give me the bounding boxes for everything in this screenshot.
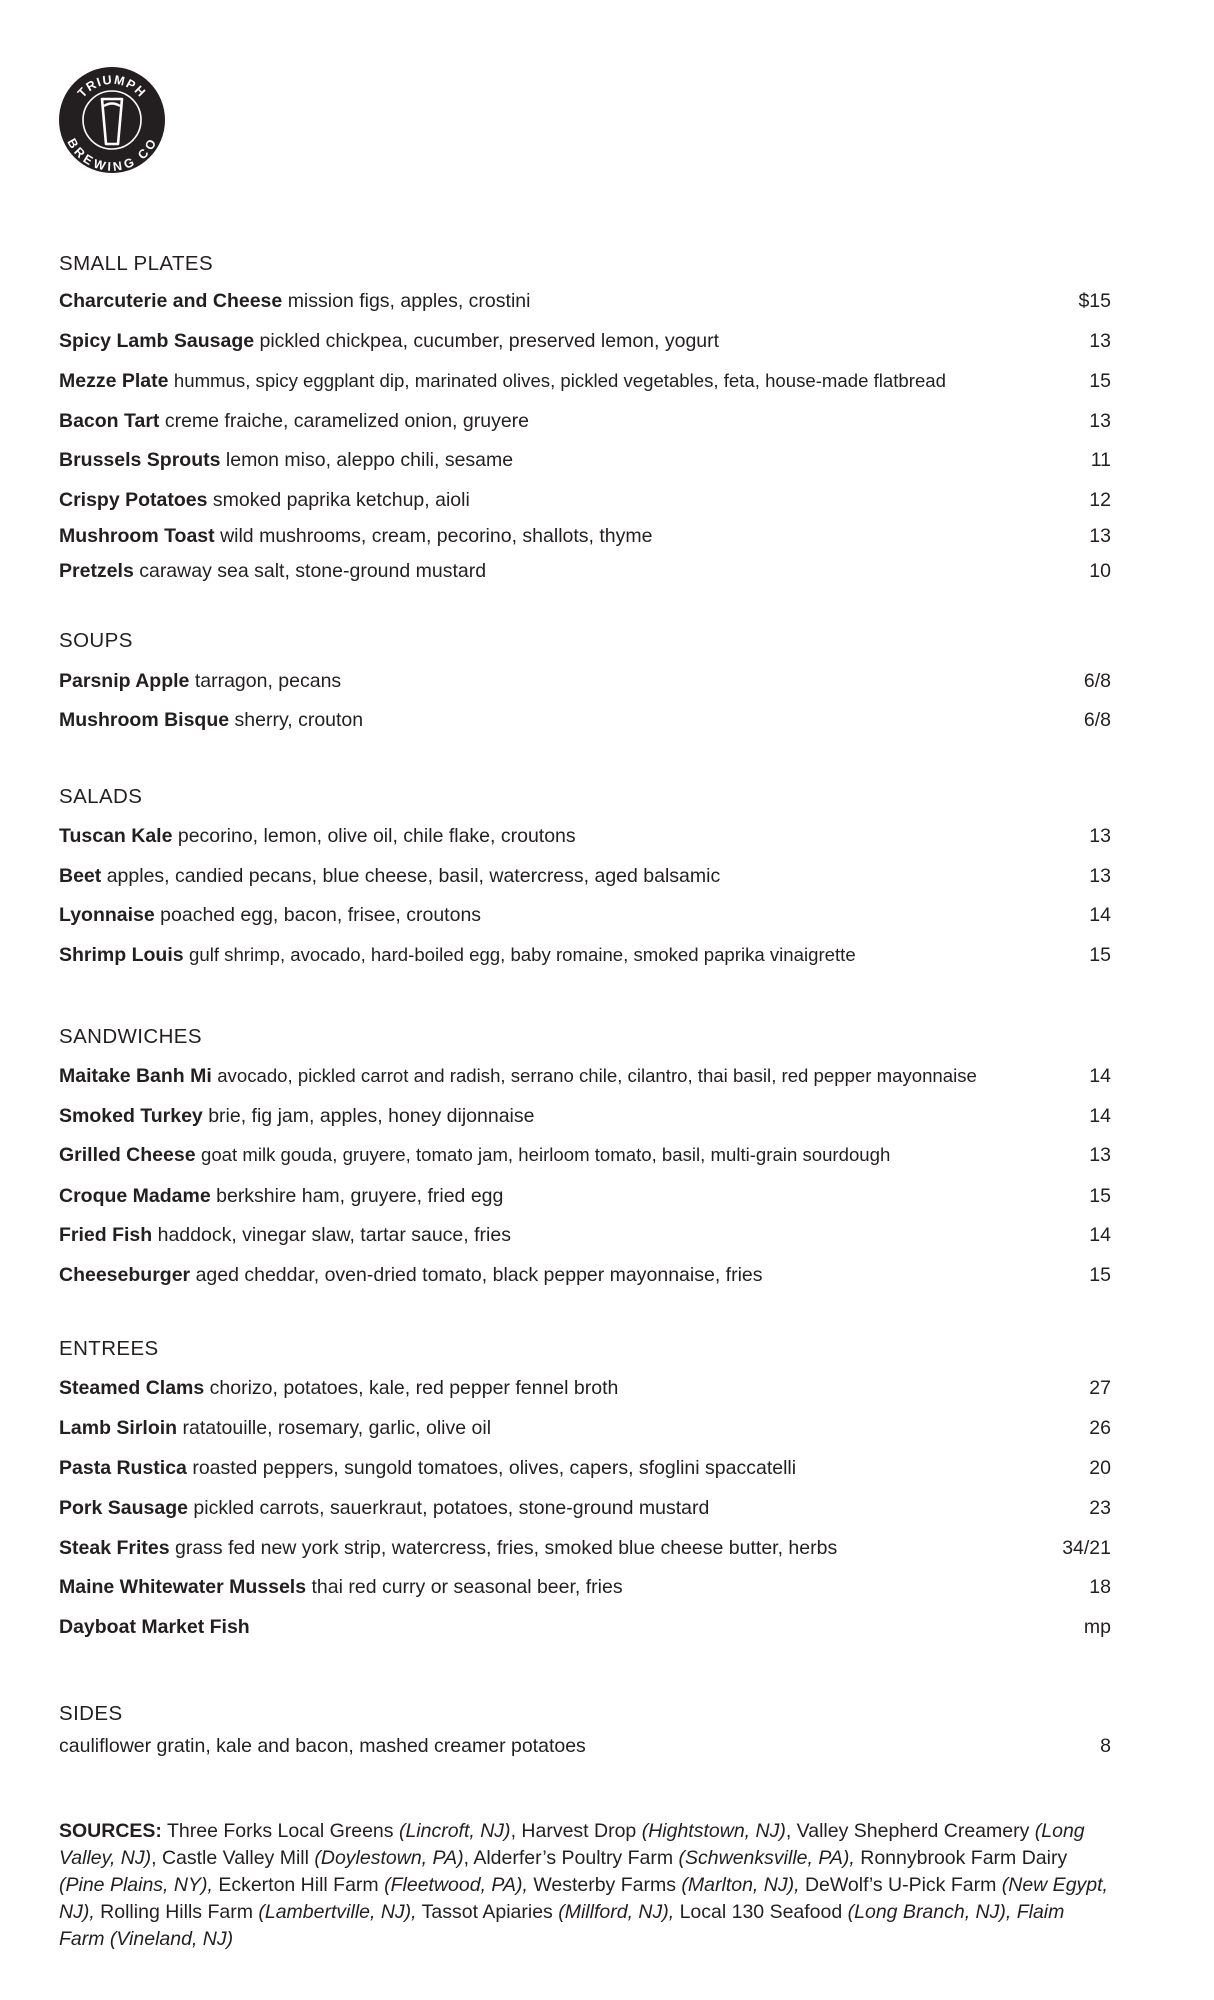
item-price: 23 (1089, 1497, 1111, 1519)
item-desc: mission figs, apples, crostini (287, 290, 531, 312)
item-price: 13 (1089, 525, 1111, 547)
item-desc: lemon miso, aleppo chili, sesame (225, 449, 514, 471)
item-name: Beet (59, 865, 102, 887)
item-desc: haddock, vinegar slaw, tartar sauce, fries (157, 1224, 511, 1246)
menu-item (59, 1574, 1111, 1600)
source-farm: Valley Shepherd Creamery (796, 1820, 1030, 1842)
item-name: Lamb Sirloin (59, 1417, 178, 1439)
menu-item (59, 408, 1111, 434)
item-price: mp (1083, 1616, 1111, 1638)
item-name: Grilled Cheese (59, 1144, 196, 1166)
source-place: (Millford, NJ), (558, 1901, 675, 1923)
item-desc: creme fraiche, caramelized onion, gruyere (164, 410, 529, 432)
item-desc: wild mushrooms, cream, pecorino, shallots, thyme (220, 525, 653, 547)
item-name: Steamed Clams (59, 1377, 205, 1399)
item-desc: tarragon, pecans (194, 670, 342, 692)
item-desc: apples, candied pecans, blue cheese, basil, watercress, aged balsamic (106, 865, 721, 887)
menu-item (59, 1415, 1111, 1441)
source-sep: , (510, 1820, 516, 1842)
item-desc: grass fed new york strip, watercress, fries, smoked blue cheese butter, herbs (174, 1537, 838, 1559)
item-price: 14 (1089, 904, 1111, 926)
item-desc: ratatouille, rosemary, garlic, olive oil (182, 1417, 492, 1439)
item-price: 13 (1089, 825, 1111, 847)
item-name: Shrimp Louis (59, 944, 184, 966)
source-farm: Castle Valley Mill (161, 1847, 309, 1869)
source-sep: , (463, 1847, 469, 1869)
menu-item (59, 1142, 1111, 1168)
menu-item (59, 1535, 1111, 1561)
source-farm: Westerby Farms (533, 1874, 676, 1896)
section-title-sides: SIDES (59, 1702, 123, 1725)
section-title-salads: SALADS (59, 785, 143, 808)
source-place: (Lambertville, NJ), (258, 1901, 417, 1923)
item-price: 11 (1090, 449, 1111, 471)
item-name: Steak Frites (59, 1537, 170, 1559)
item-name: Mezze Plate (59, 370, 169, 392)
item-desc: pickled chickpea, cucumber, preserved lemon, yogurt (259, 330, 720, 352)
item-name: Croque Madame (59, 1185, 211, 1207)
item-price: 13 (1089, 410, 1111, 432)
item-desc: aged cheddar, oven-dried tomato, black pepper mayonnaise, fries (195, 1264, 763, 1286)
menu-item (59, 668, 1111, 694)
source-place: (Long Branch, NJ), Flaim Farm (Vineland, NJ) (59, 1901, 1065, 1950)
item-desc: chorizo, potatoes, kale, red pepper fennel broth (209, 1377, 619, 1399)
item-price: 14 (1089, 1224, 1111, 1246)
section-title-soups: SOUPS (59, 629, 133, 652)
logo-text-top: TRIUMPH (75, 72, 149, 101)
item-name: Parsnip Apple (59, 670, 190, 692)
section-title-sandwiches: SANDWICHES (59, 1025, 202, 1048)
item-price: 15 (1089, 370, 1111, 392)
menu-item (59, 1063, 1111, 1089)
menu-item (59, 1183, 1111, 1209)
item-price: 10 (1089, 560, 1111, 582)
source-farm: Ronnybrook Farm Dairy (860, 1847, 1068, 1869)
source-place: (New Egypt, NJ), (59, 1874, 1108, 1923)
item-name: Crispy Potatoes (59, 489, 208, 511)
item-price: 20 (1089, 1457, 1111, 1479)
menu-item (59, 942, 1111, 968)
source-farm: Three Forks Local Greens (167, 1820, 394, 1842)
source-farm: Tassot Apiaries (421, 1901, 553, 1923)
item-desc: sherry, crouton (234, 709, 364, 731)
menu-item (59, 328, 1111, 354)
item-desc: berkshire ham, gruyere, fried egg (216, 1185, 504, 1207)
item-name: Maine Whitewater Mussels (59, 1576, 307, 1598)
menu-item (59, 1262, 1111, 1288)
item-price: $15 (1078, 290, 1111, 312)
item-desc: thai red curry or seasonal beer, fries (311, 1576, 623, 1598)
sources-paragraph (59, 1818, 1109, 1953)
source-place: (Schwenksville, PA), (678, 1847, 855, 1869)
logo-text-bottom: BREWING CO (64, 136, 160, 174)
item-name: Dayboat Market Fish (59, 1616, 250, 1638)
item-desc: avocado, pickled carrot and radish, serrano chile, cilantro, thai basil, red pepper mayonnaise (217, 1065, 977, 1086)
menu-item (59, 902, 1111, 928)
item-price: 27 (1089, 1377, 1111, 1399)
menu-item (59, 1733, 1111, 1759)
source-farm: Alderfer’s Poultry Farm (473, 1847, 674, 1869)
item-name: Tuscan Kale (59, 825, 173, 847)
item-price: 6/8 (1083, 670, 1111, 692)
source-sep: , (151, 1847, 157, 1869)
item-desc: cauliflower gratin, kale and bacon, mashed creamer potatoes (59, 1735, 586, 1757)
item-price: 15 (1089, 1264, 1111, 1286)
item-price: 26 (1089, 1417, 1111, 1439)
item-name: Lyonnaise (59, 904, 155, 926)
source-farm: DeWolf’s U-Pick Farm (804, 1874, 997, 1896)
source-place: (Long Valley, NJ) (59, 1820, 1085, 1869)
source-place: (Fleetwood, PA), (384, 1874, 528, 1896)
item-price: 14 (1089, 1105, 1111, 1127)
source-sep: , (785, 1820, 792, 1842)
menu-item (59, 707, 1111, 733)
source-place: (Doylestown, PA) (314, 1847, 464, 1869)
item-name: Spicy Lamb Sausage (59, 330, 255, 352)
item-name: Fried Fish (59, 1224, 153, 1246)
item-name: Pretzels (59, 560, 134, 582)
item-price: 13 (1089, 330, 1111, 352)
source-place: (Lincroft, NJ) (398, 1820, 511, 1842)
source-place: (Pine Plains, NY), (59, 1874, 213, 1896)
source-farm: Rolling Hills Farm (100, 1901, 253, 1923)
item-price: 18 (1089, 1576, 1111, 1598)
item-name: Maitake Banh Mi (59, 1065, 212, 1087)
item-name: Brussels Sprouts (59, 449, 221, 471)
item-price: 12 (1089, 489, 1111, 511)
item-desc: gulf shrimp, avocado, hard-boiled egg, baby romaine, smoked paprika vinaigrette (189, 944, 856, 965)
menu-item (59, 558, 1111, 584)
section-title-entrees: ENTREES (59, 1337, 159, 1360)
menu-item (59, 523, 1111, 549)
menu-item (59, 288, 1111, 314)
item-price: 15 (1089, 1185, 1111, 1207)
source-place: (Marlton, NJ), (681, 1874, 800, 1896)
item-name: Pork Sausage (59, 1497, 188, 1519)
item-desc: goat milk gouda, gruyere, tomato jam, heirloom tomato, basil, multi-grain sourdough (200, 1144, 891, 1165)
menu-item (59, 487, 1111, 513)
source-farm: Local 130 Seafood (679, 1901, 843, 1923)
item-price: 6/8 (1083, 709, 1111, 731)
menu-item (59, 1455, 1111, 1481)
item-desc: pecorino, lemon, olive oil, chile flake, croutons (177, 825, 576, 847)
item-price: 8 (1100, 1735, 1111, 1757)
item-price: 13 (1089, 1144, 1111, 1166)
item-desc: roasted peppers, sungold tomatoes, olives, capers, sfoglini spaccatelli (192, 1457, 797, 1479)
item-desc: hummus, spicy eggplant dip, marinated olives, pickled vegetables, feta, house-made flatbread (173, 370, 946, 391)
item-name: Mushroom Toast (59, 525, 215, 547)
item-name: Cheeseburger (59, 1264, 191, 1286)
item-price: 34/21 (1062, 1537, 1111, 1559)
item-name: Charcuterie and Cheese (59, 290, 283, 312)
item-price: 13 (1089, 865, 1111, 887)
menu-item (59, 1614, 1111, 1640)
menu-item (59, 1495, 1111, 1521)
menu-item (59, 863, 1111, 889)
menu-item (59, 1103, 1111, 1129)
section-title-small-plates: SMALL PLATES (59, 252, 214, 275)
item-price: 15 (1089, 944, 1111, 966)
item-desc: caraway sea salt, stone-ground mustard (139, 560, 487, 582)
source-place: (Hightstown, NJ) (641, 1820, 786, 1842)
sources-label: SOURCES: (59, 1820, 162, 1842)
item-name: Pasta Rustica (59, 1457, 187, 1479)
item-name: Mushroom Bisque (59, 709, 230, 731)
triumph-brewing-logo (58, 66, 166, 174)
item-desc: pickled carrots, sauerkraut, potatoes, stone-ground mustard (193, 1497, 710, 1519)
item-desc: smoked paprika ketchup, aioli (212, 489, 470, 511)
item-name: Smoked Turkey (59, 1105, 203, 1127)
menu-item (59, 1222, 1111, 1248)
source-farm: Eckerton Hill Farm (218, 1874, 379, 1896)
menu-item (59, 447, 1111, 473)
menu-item (59, 823, 1111, 849)
item-desc: brie, fig jam, apples, honey dijonnaise (208, 1105, 535, 1127)
item-price: 14 (1089, 1065, 1111, 1087)
item-desc: poached egg, bacon, frisee, croutons (160, 904, 482, 926)
menu-item (59, 1375, 1111, 1401)
source-farm: Harvest Drop (521, 1820, 637, 1842)
menu-item (59, 368, 1111, 394)
item-name: Bacon Tart (59, 410, 160, 432)
